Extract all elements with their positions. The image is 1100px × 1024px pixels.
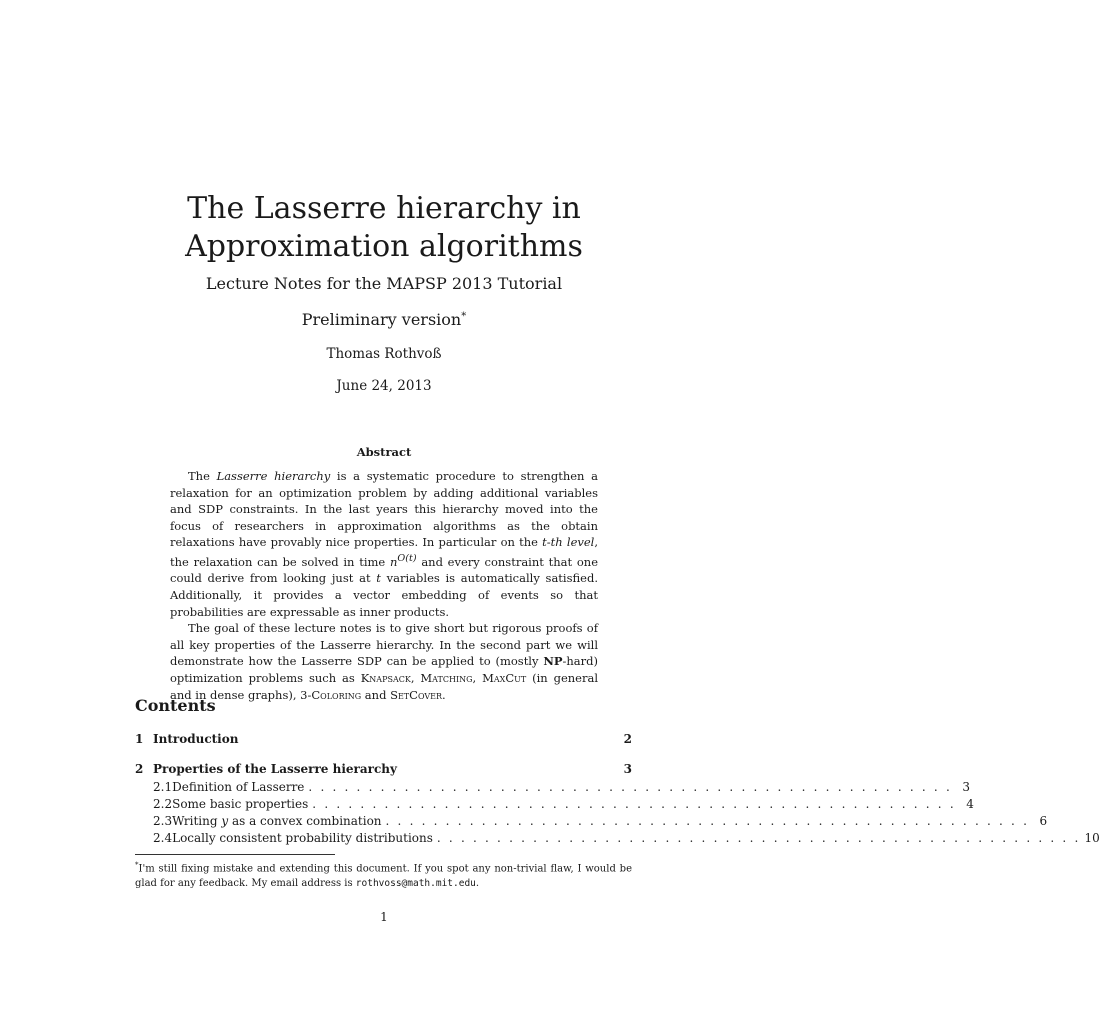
toc-entry[interactable] xyxy=(135,732,632,746)
toc-title: Locally consistent probability distributions xyxy=(172,831,433,845)
abstract-paragraph-1 xyxy=(170,468,598,620)
toc-leader: . . . . . . . . . . . . . . . . . . . . . . . . . . . . . . . . . . . . . . . . . . . . . . . . . . . . . . xyxy=(385,814,1030,828)
math-exponent: O(t) xyxy=(397,552,417,564)
date: June 24, 2013 xyxy=(336,378,432,394)
footnote xyxy=(135,858,632,891)
title-line-2: Approximation algorithms xyxy=(185,229,583,264)
toc-entry[interactable] xyxy=(135,814,1048,828)
page-number: 1 xyxy=(380,910,388,924)
abstract-emphasis: t-th level xyxy=(542,535,595,550)
toc-page: 10 xyxy=(1084,831,1100,845)
toc-title: Some basic properties xyxy=(172,797,309,811)
toc-title: Definition of Lasserre xyxy=(172,780,305,794)
abstract-text: is a systematic procedure to strengthen a relaxation for an optimization problem by adding additional variables and SDP constraints. In the last years this hierarchy moved into the focus of researchers in approximation algorithms as the obtain relaxations have provably nice properties. In particular on the xyxy=(170,469,598,550)
np-bold: NP xyxy=(543,654,563,669)
problem-name: Coloring xyxy=(311,687,362,702)
math-y: y xyxy=(221,814,229,828)
toc-number: 1 xyxy=(135,732,144,746)
toc-entry[interactable] xyxy=(135,780,970,794)
toc-title-text: Writing xyxy=(172,814,222,828)
abstract-text: variables is automatically satisfied. Additionally, it provides a vector embedding of events so that probabilities are expressable as inner products. xyxy=(170,571,598,619)
problem-name: MaxCut xyxy=(482,670,527,685)
abstract-text: , xyxy=(410,670,421,685)
version-line xyxy=(0,310,768,329)
contents-heading: Contents xyxy=(135,696,216,715)
footnote-mark: * xyxy=(135,861,139,869)
author: Thomas Rothvoß xyxy=(326,346,442,362)
toc-title xyxy=(172,814,381,828)
footnote-text: I'm still fixing mistake and extending this document. If you spot any non-trivial flaw, I would be glad for any feedback. My email address is xyxy=(135,863,632,890)
toc-leader: . . . . . . . . . . . . . . . . . . . . . . . . . . . . . . . . . . . . . . . . . . . . . . . . . . . . . . xyxy=(308,780,952,794)
abstract-text: -hard) optimization problems such as xyxy=(170,654,598,685)
toc-number: 2.2 xyxy=(153,797,173,811)
toc-leader: . . . . . . . . . . . . . . . . . . . . . . . . . . . . . . . . . . . . . . . . . . . . . . . . . . . . . . xyxy=(436,831,1081,845)
version-footnote-mark: * xyxy=(461,311,467,322)
version-text: Preliminary version xyxy=(301,310,462,329)
abstract-text: (in general and in dense graphs), 3- xyxy=(170,670,599,702)
toc-page: 4 xyxy=(966,797,974,811)
abstract-text: The goal of these lecture notes is to give short but rigorous proofs of all key properties of the Lasserre hierarchy. In the second part we will demonstrate how the Lasserre SDP can be applied to (mostly xyxy=(170,621,598,669)
footnote-text: . xyxy=(475,878,480,890)
toc-entry[interactable] xyxy=(135,762,632,776)
abstract-text: and xyxy=(361,687,391,702)
toc-page: 6 xyxy=(1039,814,1048,828)
toc-page: 2 xyxy=(623,732,632,746)
math-n: n xyxy=(389,554,398,569)
abstract-text: , xyxy=(472,670,483,685)
toc-entry[interactable] xyxy=(135,831,1100,845)
abstract-paragraph-2 xyxy=(170,620,598,703)
toc-title-text: as a convex combination xyxy=(228,814,382,828)
abstract-text: and every constraint that one could derive from looking just at xyxy=(170,554,598,586)
problem-name: Knapsack xyxy=(360,670,411,685)
toc-number: 2.1 xyxy=(153,780,173,794)
footnote-rule xyxy=(135,854,335,855)
toc-title: Properties of the Lasserre hierarchy xyxy=(153,762,397,776)
math-t: t xyxy=(376,571,381,586)
abstract-text: The xyxy=(188,469,217,483)
abstract-text: , the relaxation can be solved in time xyxy=(170,535,599,569)
toc-title: Introduction xyxy=(153,732,239,746)
toc-page: 3 xyxy=(962,780,970,794)
paper-title xyxy=(0,190,768,266)
problem-name: Matching xyxy=(420,670,473,685)
toc-entry[interactable] xyxy=(135,797,974,811)
subtitle: Lecture Notes for the MAPSP 2013 Tutorial xyxy=(205,274,563,293)
email-address[interactable]: rothvoss@math.mit.edu xyxy=(355,878,476,890)
abstract-heading: Abstract xyxy=(356,445,412,459)
title-line-1: The Lasserre hierarchy in xyxy=(187,191,581,226)
abstract-body xyxy=(170,468,598,703)
toc-page: 3 xyxy=(623,762,632,776)
abstract-emphasis: Lasserre hierarchy xyxy=(216,469,331,483)
abstract-text: . xyxy=(442,687,446,702)
toc-number: 2 xyxy=(135,762,144,776)
toc-leader: . . . . . . . . . . . . . . . . . . . . . . . . . . . . . . . . . . . . . . . . . . . . . . . . . . . . . . xyxy=(312,797,956,811)
problem-name: SetCover xyxy=(390,687,443,702)
toc-number: 2.4 xyxy=(153,831,173,845)
toc-number: 2.3 xyxy=(153,814,173,828)
